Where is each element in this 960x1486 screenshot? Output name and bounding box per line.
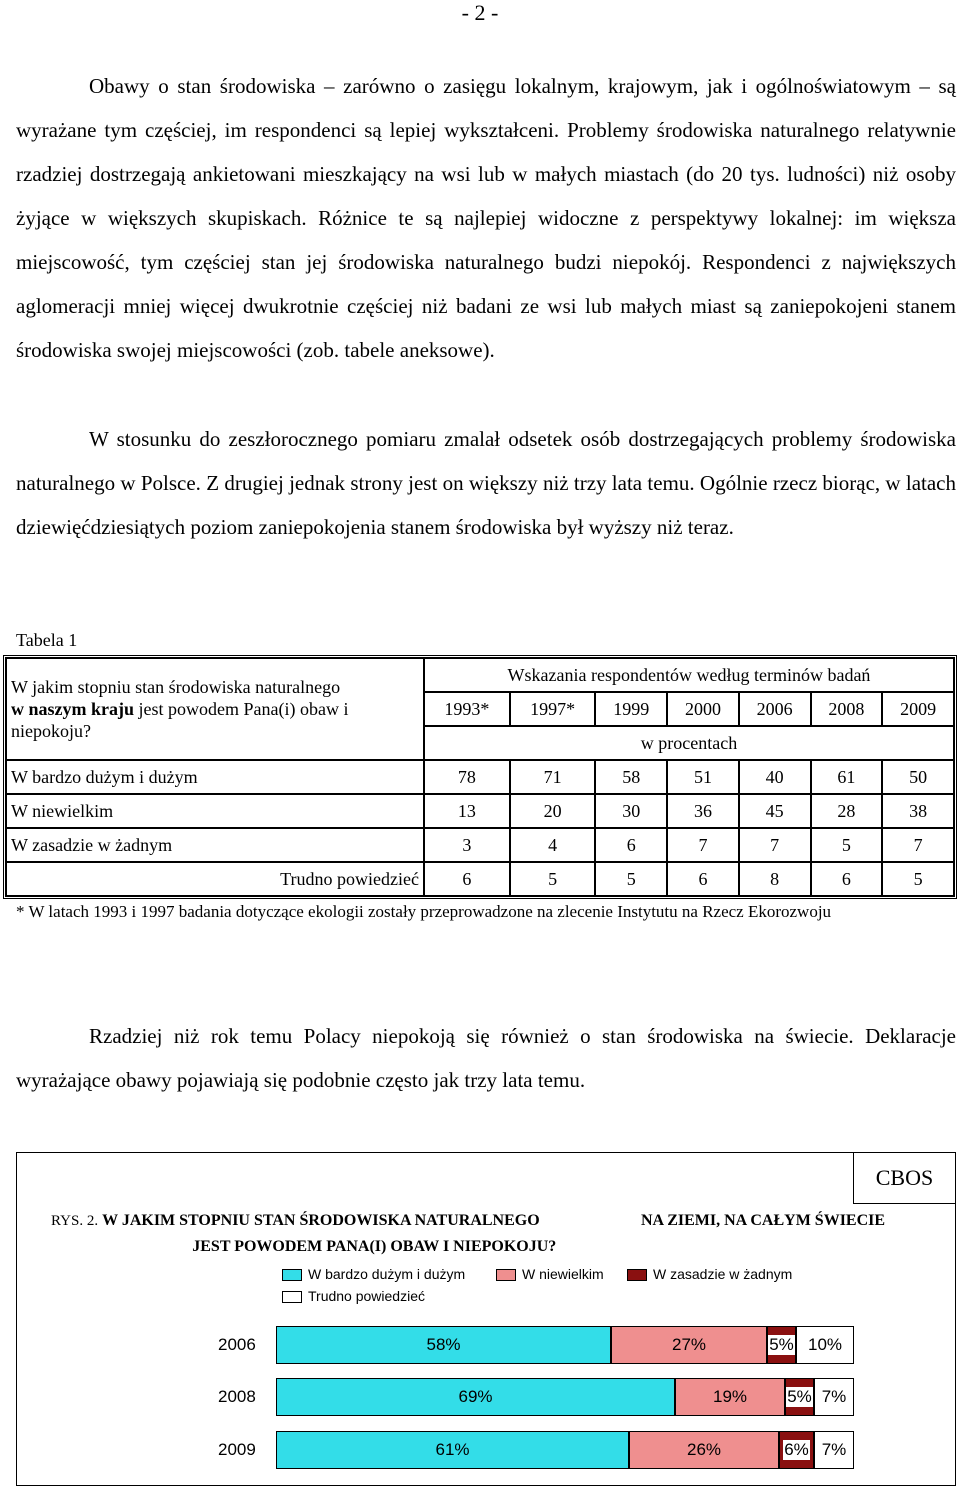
bar-value-label: 5% — [769, 1335, 794, 1354]
legend-swatch — [627, 1269, 647, 1281]
table-row-label: W zasadzie w żadnym — [6, 828, 424, 862]
table-row-label: W niewielkim — [6, 794, 424, 828]
legend-swatch — [496, 1269, 516, 1281]
table-row — [6, 862, 954, 896]
table-cell: 51 — [667, 760, 739, 794]
table-group-header: Wskazania respondentów według terminów badań — [424, 658, 954, 692]
legend-item: W zasadzie w żadnym — [627, 1266, 792, 1282]
figure-title-line2: JEST POWODEM PANA(I) OBAW I NIEPOKOJU? — [192, 1238, 557, 1255]
table-cell: 4 — [510, 828, 596, 862]
table-year: 1993* — [424, 692, 510, 726]
table-cell: 61 — [811, 760, 883, 794]
table-cell: 71 — [510, 760, 596, 794]
paragraph-3: Rzadziej niż rok temu Polacy niepokoją się również o stan środowiska na świecie. Deklaracje wyrażające obawy pojawiają się podobnie często jak trzy lata temu. — [16, 1024, 956, 1092]
legend-swatch — [282, 1291, 302, 1303]
table-cell: 6 — [667, 862, 739, 896]
table-unit: w procentach — [424, 726, 954, 760]
table-cell: 30 — [595, 794, 667, 828]
bar-value-label: 26% — [686, 1440, 722, 1459]
category-label: 2006 — [218, 1335, 256, 1354]
category-label: 2008 — [218, 1387, 256, 1406]
table-cell: 6 — [424, 862, 510, 896]
bar-value-label: 19% — [712, 1387, 748, 1406]
table-cell: 5 — [882, 862, 954, 896]
table-cell: 5 — [510, 862, 596, 896]
table-year: 2008 — [811, 692, 883, 726]
table-year: 1997* — [510, 692, 596, 726]
table-cell: 7 — [667, 828, 739, 862]
table-year: 2006 — [739, 692, 811, 726]
table-row-label: W bardzo dużym i dużym — [6, 760, 424, 794]
table-cell: 8 — [739, 862, 811, 896]
cbos-badge: CBOS — [853, 1152, 956, 1204]
table-year: 2000 — [667, 692, 739, 726]
category-label: 2009 — [218, 1440, 256, 1459]
table-row — [6, 828, 954, 862]
table-cell: 78 — [424, 760, 510, 794]
table-cell: 20 — [510, 794, 596, 828]
table-cell: 40 — [739, 760, 811, 794]
table-cell: 38 — [882, 794, 954, 828]
bar-value-label: 58% — [426, 1335, 461, 1354]
table-cell: 50 — [882, 760, 954, 794]
bar-value-label: 5% — [787, 1387, 812, 1406]
table-footnote: * W latach 1993 i 1997 badania dotyczące ekologii zostały przeprowadzone na zlecenie Instytutu na Rzecz Ekorozwoju — [16, 902, 832, 921]
page-number: - 2 - — [461, 0, 499, 25]
table-row — [6, 760, 954, 794]
table-cell: 58 — [595, 760, 667, 794]
bar-value-label: 61% — [435, 1440, 470, 1459]
bar-value-label: 27% — [671, 1335, 707, 1354]
table-row-label: Trudno powiedzieć — [6, 862, 424, 896]
table-cell: 36 — [667, 794, 739, 828]
table-cell: 6 — [811, 862, 883, 896]
bar-value-label: 7% — [821, 1387, 847, 1406]
table-caption: Tabela 1 — [16, 630, 78, 650]
table-cell: 28 — [811, 794, 883, 828]
data-table — [3, 655, 957, 899]
table-year: 1999 — [595, 692, 667, 726]
table-cell: 45 — [739, 794, 811, 828]
legend-item: Trudno powiedzieć — [282, 1288, 425, 1304]
table-cell: 3 — [424, 828, 510, 862]
paragraph-2: W stosunku do zeszłorocznego pomiaru zmalał odsetek osób dostrzegających problemy środowiska naturalnego w Polsce. Z drugiej jednak strony jest on większy niż trzy lata temu. Ogólnie rzecz biorąc, w latach dziewięćdziesiątych poziom zaniepokojenia stanem środowiska był wyższy niż teraz. — [16, 427, 956, 539]
table-row — [6, 794, 954, 828]
bar-value-label: 10% — [807, 1335, 843, 1354]
table-cell: 7 — [882, 828, 954, 862]
table-year: 2009 — [882, 692, 954, 726]
figure-title: RYS. 2. W JAKIM STOPNIU STAN ŚRODOWISKA NATURALNEGO NA ZIEMI, NA CAŁYM ŚWIECIE JEST POWODEM PANA(I) OBAW I NIEPOKOJU? — [51, 1208, 540, 1234]
table-cell: 7 — [739, 828, 811, 862]
table-cell: 6 — [595, 828, 667, 862]
paragraph-1: Obawy o stan środowiska – zarówno o zasięgu lokalnym, krajowym, jak i ogólnoświatowym – są wyrażane tym częściej, im respondenci są lepiej wykształceni. Problemy środowiska naturalnego relatywnie rzadziej dostrzegają ankietowani mieszkający na wsi lub w małych miastach (do 20 tys. ludności) niż osoby żyjące w większych skupiskach. Różnice te są najlepiej widoczne z perspektywy lokalnej: im większa miejscowość, tym częściej stan jej środowiska naturalnego budzi niepokój. Respondenci z największych aglomeracji mniej więcej dwukrotnie częściej niż badani ze wsi lub małych miast są zaniepokojeni stanem środowiska swojej miejscowości (zob. tabele aneksowe). — [16, 74, 956, 362]
table-cell: 13 — [424, 794, 510, 828]
table-question: W jakim stopniu stan środowiska naturalnego w naszym kraju jest powodem Pana(i) obaw i niepokoju? — [6, 658, 424, 760]
bar-value-label: 6% — [784, 1440, 809, 1459]
legend-item: W bardzo dużym i dużym — [282, 1266, 465, 1282]
table-cell: 5 — [595, 862, 667, 896]
figure-label: RYS. 2. — [51, 1213, 99, 1229]
bar-value-label: 7% — [821, 1440, 847, 1459]
legend-item: W niewielkim — [496, 1266, 604, 1282]
figure-frame — [16, 1152, 956, 1486]
legend-swatch — [282, 1269, 302, 1281]
bar-value-label: 69% — [458, 1387, 493, 1406]
table-cell: 5 — [811, 828, 883, 862]
